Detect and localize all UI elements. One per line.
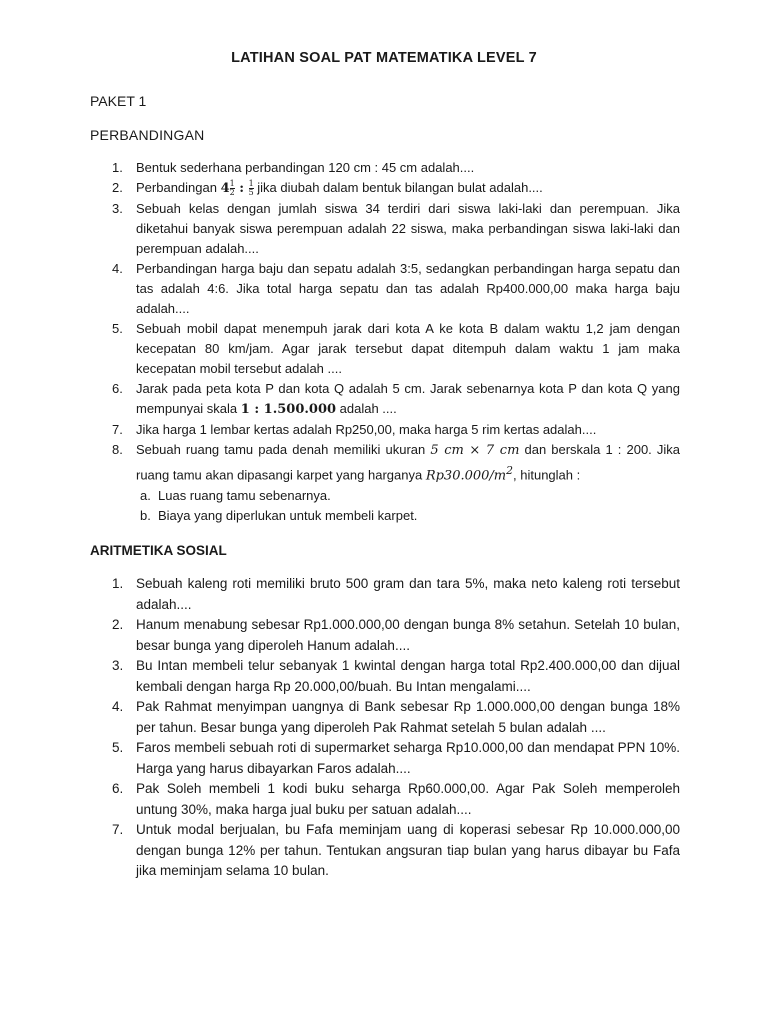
question-number: 1. [112,160,123,175]
ratio-colon: : [234,181,249,196]
scale-expression: 1 : 1.500.000 [240,402,337,417]
mixed-number-whole: 4 [220,181,230,196]
perbandingan-question-list [90,158,680,526]
question-item [90,259,680,319]
sub-question-letter: b. [140,508,151,524]
sub-question-item [136,506,680,526]
question-number: 2. [112,180,123,195]
fraction-numerator: 1 [229,179,235,189]
question-text-start: Jarak pada peta kota P dan kota Q adalah 5 cm. Jarak sebenarnya kota P dan kota Q yang mempunyai skala [136,381,680,416]
question-item [90,319,680,379]
question-item [90,420,680,440]
question-text: Jika harga 1 lembar kertas adalah Rp250,00, maka harga 5 rim kertas adalah.... [136,422,597,437]
question-number: 4. [112,699,124,714]
question-number: 5. [112,740,124,755]
question-text-start: Perbandingan [136,180,221,195]
question-number: 6. [112,381,123,396]
question-item [90,779,680,820]
question-item [90,820,680,882]
question-number: 6. [112,781,124,796]
question-text-middle: dan berskala 1 : 200. Jika ruang tamu akan dipasangi karpet yang harganya [136,442,681,483]
question-text: Sebuah kelas dengan jumlah siswa 34 terdiri dari siswa laki-laki dan perempuan. Jika diketahui banyak siswa perempuan adalah 22 siswa, maka perbandingan siswa laki-laki dan perempuan adalah.... [136,201,680,256]
question-number: 1. [112,576,124,591]
question-item [90,697,680,738]
question-text: Pak Soleh membeli 1 kodi buku seharga Rp60.000,00. Agar Pak Soleh memperoleh untung 30%, maka harga jual buku per satuan adalah.... [136,781,680,817]
sub-question-list [136,486,680,526]
question-text-end: , hitunglah : [513,467,581,483]
sub-question-text: Luas ruang tamu sebenarnya. [158,488,331,504]
question-text: Bentuk sederhana perbandingan 120 cm : 45 cm adalah.... [136,160,475,175]
question-item [90,574,680,615]
question-number: 2. [112,617,124,632]
question-text: Faros membeli sebuah roti di supermarket seharga Rp10.000,00 dan mendapat PPN 10%. Harga yang harus dibayarkan Faros adalah.... [136,740,680,776]
question-text-end: adalah .... [336,401,397,416]
question-item [90,440,680,526]
fraction-denominator: 2 [229,188,235,198]
question-text: Pak Rahmat menyimpan uangnya di Bank sebesar Rp 1.000.000,00 dengan bunga 18% per tahun. Besar bunga yang diperoleh Pak Rahmat setelah 5 bulan adalah .... [136,699,680,735]
question-text: Untuk modal berjualan, bu Fafa meminjam uang di koperasi sebesar Rp 10.000.000,00 dengan bunga 12% per tahun. Tentukan angsuran tiap bulan yang harus dibayar bu Fafa jika meminjam selama 10 bulan. [136,822,680,878]
exponent: 2 [506,464,514,477]
size-expression: 5 cm × 7 cm [430,443,520,458]
question-item [90,656,680,697]
question-item [90,178,680,199]
question-number: 3. [112,658,124,673]
question-item [90,158,680,178]
question-text-end: jika diubah dalam bentuk bilangan bulat adalah.... [253,180,543,195]
question-item [90,379,680,420]
question-number: 7. [112,822,124,837]
question-text: Sebuah mobil dapat menempuh jarak dari kota A ke kota B dalam waktu 1,2 jam dengan kecepatan 80 km/jam. Agar jarak tersebut dapat ditempuh dalam waktu 1 jam maka kecepatan mobil tersebut adalah .... [136,321,680,376]
question-text-start: Sebuah ruang tamu pada denah memiliki ukuran [136,442,431,457]
sub-question-letter: a. [140,488,151,504]
price-expression: Rp30.000/m [425,468,507,484]
question-number: 3. [112,201,123,216]
aritmetika-question-list [90,574,680,882]
question-number: 4. [112,261,123,276]
question-text: Bu Intan membeli telur sebanyak 1 kwintal dengan harga total Rp2.400.000,00 dan dijual kembali dengan harga Rp 20.000,00/buah. Bu Intan mengalami.... [136,658,680,694]
question-item [90,738,680,779]
fraction-denominator: 5 [248,188,254,198]
question-number: 7. [112,422,123,437]
document-title: LATIHAN SOAL PAT MATEMATIKA LEVEL 7 [231,50,537,66]
sub-question-item [136,486,680,506]
question-number: 5. [112,321,123,336]
question-text: Hanum menabung sebesar Rp1.000.000,00 dengan bunga 8% setahun. Setelah 10 bulan, besar bunga yang diperoleh Hanum adalah.... [136,617,680,653]
question-number: 8. [112,442,123,457]
fraction-numerator: 1 [248,179,254,189]
section-heading-perbandingan: PERBANDINGAN [90,127,205,143]
question-item [90,615,680,656]
sub-question-text: Biaya yang diperlukan untuk membeli karpet. [158,508,418,524]
paket-heading: PAKET 1 [90,93,147,109]
question-text: Sebuah kaleng roti memiliki bruto 500 gram dan tara 5%, maka neto kaleng roti tersebut adalah.... [136,576,680,612]
question-text: Perbandingan harga baju dan sepatu adalah 3:5, sedangkan perbandingan harga sepatu dan tas adalah 4:6. Jika total harga sepatu dan tas adalah Rp400.000,00 maka harga baju adalah.... [136,261,680,316]
question-item [90,199,680,259]
section-heading-aritmetika-sosial: ARITMETIKA SOSIAL [90,543,227,558]
